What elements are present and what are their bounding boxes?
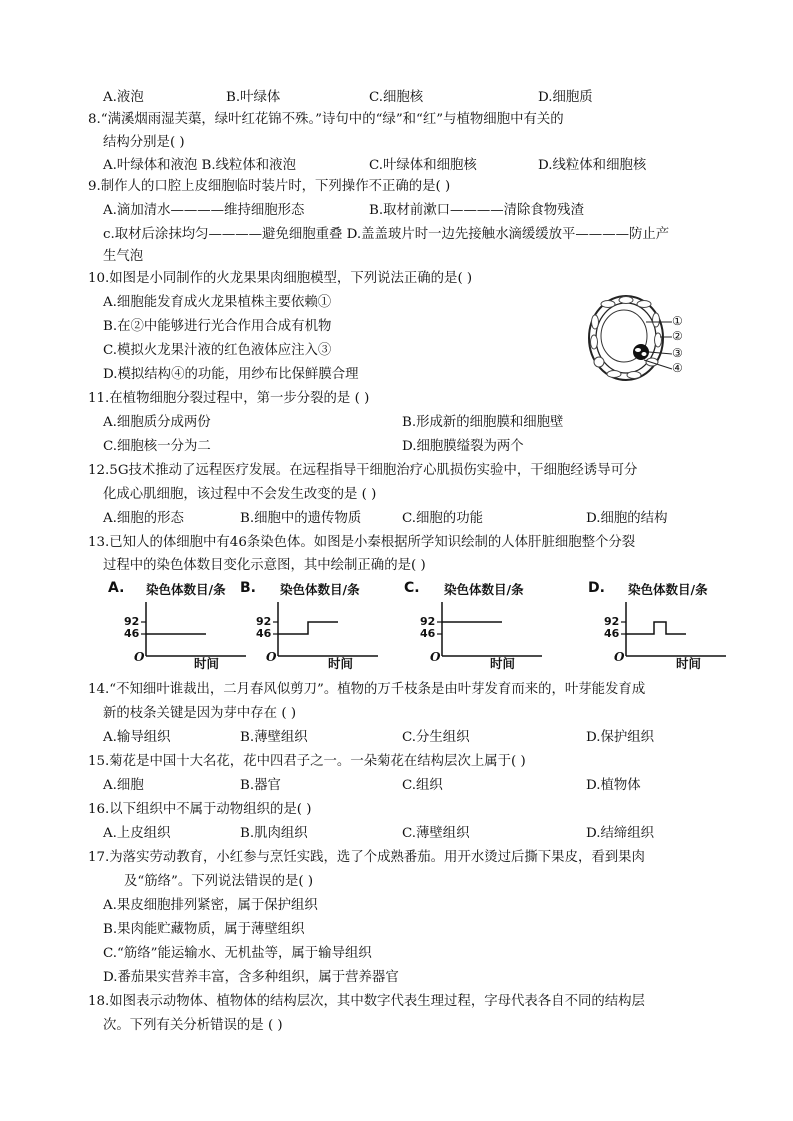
cell-label-3: ③ xyxy=(672,346,683,360)
graph-b-tick-92: 92 xyxy=(256,615,272,628)
q16-stem: 16.以下组织中不属于动物组织的是( ) xyxy=(88,802,312,817)
graph-c-letter: C. xyxy=(404,580,420,596)
graph-b-line xyxy=(278,622,338,634)
q14-stem-line1: 14.“不知细叶谁裁出，二月春风似剪刀”。植物的万千枝条是由叶芽发育而来的，叶芽能发育成 xyxy=(88,682,646,697)
q8-option-d: D.线粒体和细胞核 xyxy=(538,158,647,173)
q15-option-a: A.细胞 xyxy=(103,778,144,793)
graph-a-letter: A. xyxy=(108,580,125,596)
q15-option-b: B.器官 xyxy=(240,778,281,793)
q18-stem-line2: 次。下列有关分析错误的是 ( ) xyxy=(103,1018,283,1033)
graph-d-line xyxy=(626,622,686,634)
q16-option-a: A.上皮组织 xyxy=(103,826,171,841)
graph-b-xlabel: 时间 xyxy=(328,656,354,671)
q14-option-c: C.分生组织 xyxy=(402,730,470,745)
graph-d-ytitle: 染色体数目/条 xyxy=(628,582,708,597)
q9-option-cd: c.取材后涂抹均匀————避免细胞重叠 D.盖盖玻片时一边先接触水滴缓缓放平————防止产 xyxy=(103,227,670,242)
graph-a-origin: O xyxy=(134,650,145,664)
q12-option-b: B.细胞中的遗传物质 xyxy=(240,511,362,526)
graph-c xyxy=(404,580,554,672)
q9-option-d-cont: 生气泡 xyxy=(103,249,144,264)
q12-stem-line1: 12.5G技术推动了远程医疗发展。在远程指导干细胞治疗心肌损伤实验中，干细胞经诱导可分 xyxy=(88,463,638,478)
graph-b-tick-46: 46 xyxy=(256,627,272,640)
graph-b-origin: O xyxy=(266,650,277,664)
q16-option-b: B.肌肉组织 xyxy=(240,826,308,841)
q17-option-d: D.番茄果实营养丰富，含多种组织，属于营养器官 xyxy=(103,970,399,985)
q11-option-b: B.形成新的细胞膜和细胞壁 xyxy=(402,415,564,430)
q12-option-c: C.细胞的功能 xyxy=(402,511,483,526)
graph-d-origin: O xyxy=(614,650,625,664)
q8-stem-line2: 结构分别是( ) xyxy=(103,135,185,150)
graph-a xyxy=(108,580,258,672)
q8-stem-line1: 8.“满溪烟雨湿芙蕖，绿叶红花锦不殊。”诗句中的“绿”和“红”与植物细胞中有关的 xyxy=(88,112,564,127)
graph-b xyxy=(240,580,390,672)
q15-stem: 15.菊花是中国十大名花，花中四君子之一。一朵菊花在结构层次上属于( ) xyxy=(88,754,526,769)
q9-stem: 9.制作人的口腔上皮细胞临时装片时，下列操作不正确的是( ) xyxy=(88,179,451,194)
q10-option-b: B.在②中能够进行光合作用合成有机物 xyxy=(103,319,332,334)
graph-a-tick-92: 92 xyxy=(124,615,140,628)
q17-option-a: A.果皮细胞排列紧密，属于保护组织 xyxy=(103,898,318,913)
q14-option-d: D.保护组织 xyxy=(586,730,655,745)
graph-d xyxy=(588,580,738,672)
q12-option-a: A.细胞的形态 xyxy=(103,511,184,526)
q7-option-c: C.细胞核 xyxy=(369,90,424,105)
graph-b-ytitle: 染色体数目/条 xyxy=(280,582,360,597)
q12-option-d: D.细胞的结构 xyxy=(586,511,668,526)
q17-stem-line2: 及“筋络”。下列说法错误的是( ) xyxy=(124,874,314,889)
graph-c-ytitle: 染色体数目/条 xyxy=(444,582,524,597)
graph-c-origin: O xyxy=(430,650,441,664)
q11-stem: 11.在植物细胞分裂过程中，第一步分裂的是 ( ) xyxy=(88,391,370,406)
q7-option-d: D.细胞质 xyxy=(538,90,593,105)
graph-a-ytitle: 染色体数目/条 xyxy=(146,582,226,597)
q18-stem-line1: 18.如图表示动物体、植物体的结构层次，其中数字代表生理过程，字母代表各自不同的结构层 xyxy=(88,994,645,1009)
q15-option-d: D.植物体 xyxy=(586,778,641,793)
q14-stem-line2: 新的枝条关键是因为芽中存在 ( ) xyxy=(103,706,297,721)
q14-option-a: A.输导组织 xyxy=(103,730,171,745)
graph-c-xlabel: 时间 xyxy=(490,656,516,671)
q10-stem: 10.如图是小同制作的火龙果果肉细胞模型，下列说法正确的是( ) xyxy=(88,271,473,286)
q16-option-d: D.结缔组织 xyxy=(586,826,655,841)
cell-model-figure xyxy=(586,292,688,387)
graph-c-tick-92: 92 xyxy=(420,615,436,628)
cell-label-4: ④ xyxy=(672,361,683,375)
q17-option-b: B.果肉能贮藏物质，属于薄壁组织 xyxy=(103,922,305,937)
q10-option-c: C.模拟火龙果汁液的红色液体应注入③ xyxy=(103,343,332,358)
q13-stem-line2: 过程中的染色体数目变化示意图，其中绘制正确的是( ) xyxy=(103,558,426,573)
q9-option-a: A.滴加清水————维持细胞形态 xyxy=(103,203,305,218)
graph-c-tick-46: 46 xyxy=(420,627,436,640)
q11-option-c: C.细胞核一分为二 xyxy=(103,439,211,454)
graph-d-tick-46: 46 xyxy=(604,627,620,640)
q11-option-a: A.细胞质分成两份 xyxy=(103,415,211,430)
q17-option-c: C.“筋络”能运输水、无机盐等，属于输导组织 xyxy=(103,946,372,961)
q17-stem-line1: 17.为落实劳动教育，小红参与烹饪实践，选了个成熟番茄。用开水烫过后撕下果皮，看到果肉 xyxy=(88,850,645,865)
q8-option-ab: A.叶绿体和液泡 B.线粒体和液泡 xyxy=(103,158,296,173)
graph-a-tick-46: 46 xyxy=(124,627,140,640)
q7-option-b: B.叶绿体 xyxy=(226,90,281,105)
cell-label-1: ① xyxy=(672,314,683,328)
q16-option-c: C.薄壁组织 xyxy=(402,826,470,841)
q14-option-b: B.薄壁组织 xyxy=(240,730,308,745)
q11-option-d: D.细胞膜缢裂为两个 xyxy=(402,439,524,454)
graph-a-xlabel: 时间 xyxy=(194,656,220,671)
q9-option-b: B.取材前漱口————清除食物残渣 xyxy=(369,203,584,218)
graph-d-xlabel: 时间 xyxy=(676,656,702,671)
graph-d-tick-92: 92 xyxy=(604,615,620,628)
q12-stem-line2: 化成心肌细胞，该过程中不会发生改变的是 ( ) xyxy=(103,487,377,502)
q10-option-a: A.细胞能发育成火龙果植株主要依赖① xyxy=(103,295,332,310)
q15-option-c: C.组织 xyxy=(402,778,443,793)
q13-stem-line1: 13.已知人的体细胞中有46条染色体。如图是小秦根据所学知识绘制的人体肝脏细胞整个分裂 xyxy=(88,535,636,550)
graph-d-letter: D. xyxy=(588,580,605,596)
cell-label-2: ② xyxy=(672,329,683,343)
q8-option-c: C.叶绿体和细胞核 xyxy=(369,158,477,173)
q10-option-d: D.模拟结构④的功能，用纱布比保鲜膜合理 xyxy=(103,367,359,382)
q7-option-a: A.液泡 xyxy=(103,90,144,105)
graph-b-letter: B. xyxy=(240,580,256,596)
